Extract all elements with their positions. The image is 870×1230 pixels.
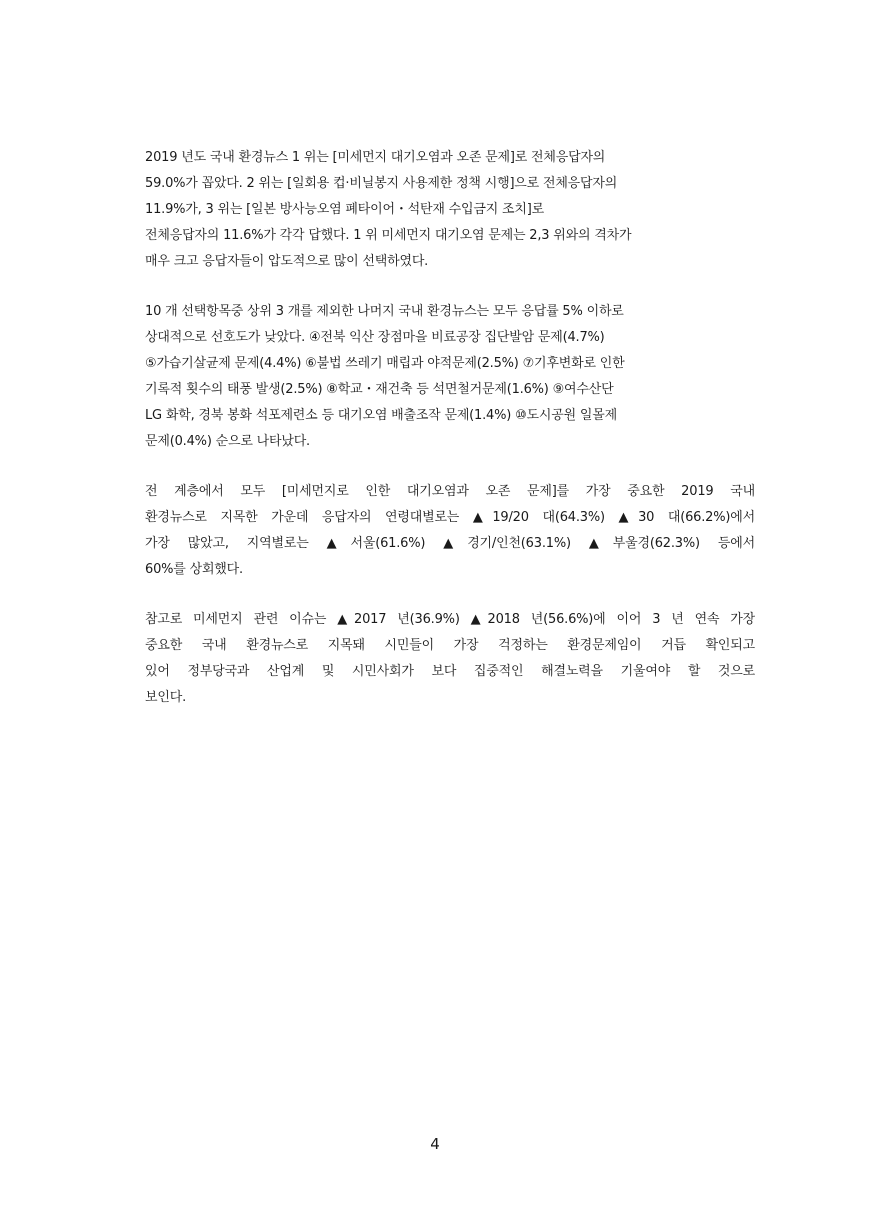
text-line: 10 개 선택항목중 상위 3 개를 제외한 나머지 국내 환경뉴스는 모두 응답률 5% 이하로 — [145, 304, 624, 319]
document-body — [145, 145, 755, 735]
text-line: ⑤가습기살균제 문제(4.4%) ⑥불법 쓰레기 매립과 야적문제(2.5%) ⑦기후변화로 인한 — [145, 356, 625, 371]
text-line: 상대적으로 선호도가 낮았다. ④전북 익산 장점마을 비료공장 집단발암 문제(4.7%) — [145, 330, 605, 345]
text-line: 60%를 상회했다. — [145, 562, 243, 577]
page-number: 4 — [430, 1135, 440, 1153]
text-line: 11.9%가, 3 위는 [일본 방사능오염 폐타이어・석탄재 수입금지 조치]로 — [145, 202, 544, 217]
text-line: LG 화학, 경북 봉화 석포제련소 등 대기오염 배출조작 문제(1.4%) ⑩도시공원 일몰제 — [145, 408, 617, 423]
paragraph-trend — [145, 607, 755, 711]
text-line: 전 계층에서 모두 [미세먼지로 인한 대기오염과 오존 문제]를 가장 중요한 2019 국내 — [145, 484, 755, 499]
text-line: 매우 크고 응답자들이 압도적으로 많이 선택하였다. — [145, 254, 429, 269]
paragraph-top-news — [145, 145, 755, 275]
text-line: 중요한 국내 환경뉴스로 지목돼 시민들이 가장 걱정하는 환경문제임이 거듭 확인되고 — [145, 638, 755, 653]
text-line: 있어 정부당국과 산업계 및 시민사회가 보다 집중적인 해결노력을 기울여야 할 것으로 — [145, 664, 755, 679]
text-line: 가장 많았고, 지역별로는 ▲서울(61.6%) ▲경기/인천(63.1%) ▲부울경(62.3%) 등에서 — [145, 536, 755, 551]
text-line: 문제(0.4%) 순으로 나타났다. — [145, 434, 310, 449]
text-line: 전체응답자의 11.6%가 각각 답했다. 1 위 미세먼지 대기오염 문제는 2,3 위와의 격차가 — [145, 228, 632, 243]
text-line: 환경뉴스로 지목한 가운데 응답자의 연령대별로는 ▲19/20 대(64.3%) ▲30 대(66.2%)에서 — [145, 510, 755, 525]
text-line: 2019 년도 국내 환경뉴스 1 위는 [미세먼지 대기오염과 오존 문제]로 전체응답자의 — [145, 150, 606, 165]
text-line: 59.0%가 꼽았다. 2 위는 [일회용 컵·비닐봉지 사용제한 정책 시행]으로 전체응답자의 — [145, 176, 618, 191]
paragraph-other-news — [145, 299, 755, 455]
paragraph-demographics — [145, 479, 755, 583]
text-line: 보인다. — [145, 690, 187, 705]
text-line: 참고로 미세먼지 관련 이슈는 ▲2017 년(36.9%) ▲2018 년(56.6%)에 이어 3 년 연속 가장 — [145, 612, 755, 627]
text-line: 기록적 횟수의 태풍 발생(2.5%) ⑧학교・재건축 등 석면철거문제(1.6%) ⑨여수산단 — [145, 382, 614, 397]
